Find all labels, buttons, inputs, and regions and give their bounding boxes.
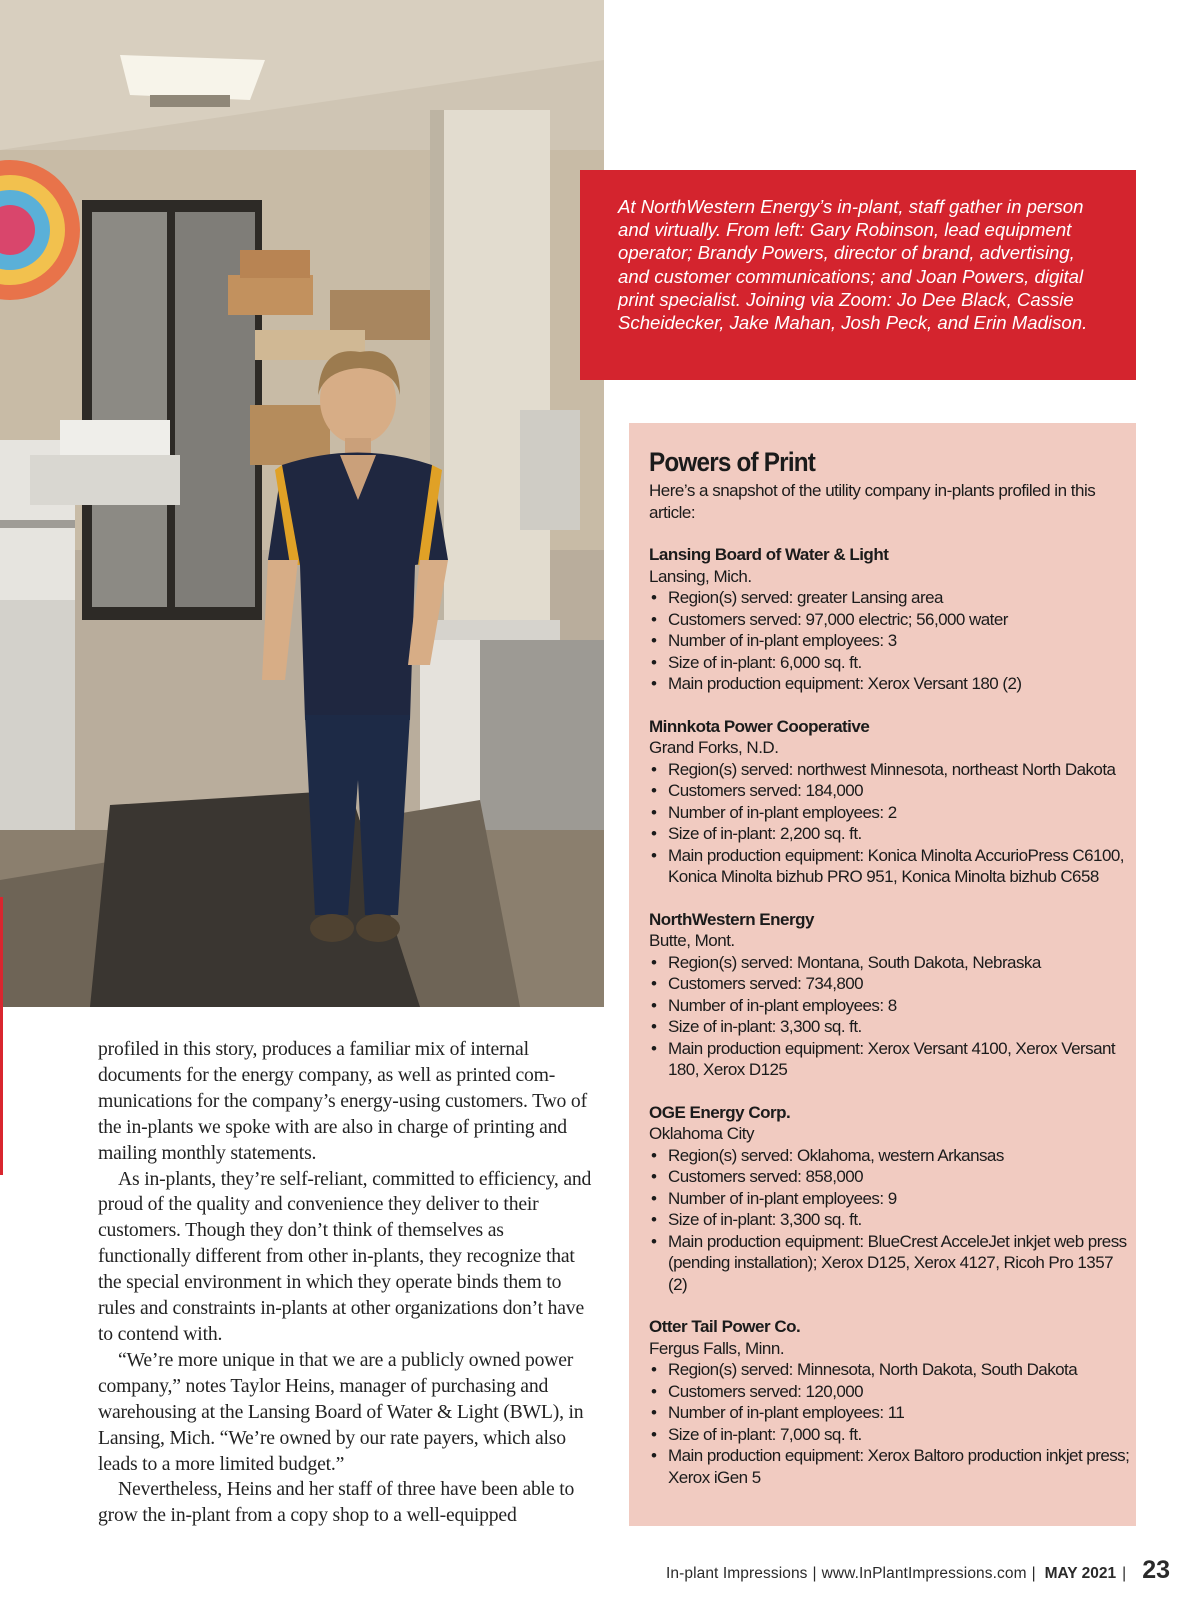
issue-date: MAY 2021: [1044, 1565, 1117, 1582]
publication-website: www.InPlantImpressions.com: [821, 1565, 1027, 1582]
fact-item: • Region(s) served: northwest Minnesota, northeast North Dakota: [649, 759, 1130, 781]
footer-separator: |: [1031, 1565, 1036, 1582]
fact-item: • Customers served: 858,000: [649, 1166, 1130, 1188]
company-location: Oklahoma City: [649, 1124, 754, 1143]
company-name: Minnkota Power Cooperative: [649, 716, 870, 736]
page-edge-accent: [0, 897, 3, 1175]
fact-item: • Number of in-plant employees: 3: [649, 630, 1130, 652]
company-entry: [649, 544, 1124, 695]
fact-item: • Region(s) served: Oklahoma, western Arkansas: [649, 1145, 1130, 1167]
fact-item: • Size of in-plant: 6,000 sq. ft.: [649, 652, 1130, 674]
company-facts: [649, 759, 1124, 888]
footer-separator: |: [1122, 1565, 1127, 1582]
fact-item: • Number of in-plant employees: 9: [649, 1188, 1130, 1210]
company-entry: [649, 716, 1124, 888]
fact-item: • Size of in-plant: 3,300 sq. ft.: [649, 1209, 1130, 1231]
fact-item: • Region(s) served: greater Lansing area: [649, 587, 1130, 609]
company-facts: [649, 1145, 1127, 1296]
footer-separator: |: [812, 1565, 817, 1582]
company-facts: [649, 1359, 1130, 1488]
fact-item: • Region(s) served: Montana, South Dakota, Nebraska: [649, 952, 1130, 974]
body-paragraph: “We’re more unique in that we are a publicly owned power company,” notes Taylor Heins, manager of purchasing and warehousing at the Lansing Board of Water & Light (BWL), in Lansing, Mich. “We’re owned by our rate payers, which also leads to a more limited budget.”: [98, 1348, 584, 1475]
body-paragraph: Nevertheless, Heins and her staff of three have been able to grow the in-plant from a copy shop to a well-equipped: [98, 1478, 575, 1527]
company-facts: [649, 952, 1124, 1081]
company-name: OGE Energy Corp.: [649, 1102, 791, 1122]
feature-photo: [0, 0, 604, 1007]
fact-item: • Main production equipment: Xerox Versant 4100, Xerox Versant 180, Xerox D125: [649, 1038, 1130, 1081]
publication-name: In-plant Impressions: [665, 1565, 808, 1582]
fact-item: • Size of in-plant: 2,200 sq. ft.: [649, 823, 1130, 845]
photo-caption-text: At NorthWestern Energy’s in-plant, staff gather in person and virtually. From left: Gary Robinson, lead equipment operator; Brandy Powers, director of brand, advertising, and customer communications; and Joan Powers, digital print specialist. Joining via Zoom: Jo Dee Black, Cassie Scheidecker, Jake Mahan, Josh Peck, and Erin Madison.: [618, 196, 1088, 334]
page-footer: [666, 1556, 1170, 1585]
photo-caption: [580, 170, 1136, 380]
fact-item: • Size of in-plant: 7,000 sq. ft.: [649, 1424, 1130, 1446]
fact-item: • Number of in-plant employees: 11: [649, 1402, 1130, 1424]
fact-item: • Number of in-plant employees: 2: [649, 802, 1130, 824]
sidebar-title: Powers of Print: [649, 447, 816, 477]
company-entry: [649, 1316, 1130, 1488]
company-location: Fergus Falls, Minn.: [649, 1338, 785, 1358]
fact-item: • Main production equipment: Xerox Versant 180 (2): [649, 673, 1130, 695]
fact-item: • Customers served: 184,000: [649, 780, 1130, 802]
fact-item: • Main production equipment: Xerox Baltoro production inkjet press; Xerox iGen 5: [649, 1445, 1130, 1488]
fact-item: • Main production equipment: Konica Minolta AccurioPress C6100, Konica Minolta bizhub PRO 951, Konica Minolta bizhub C658: [649, 845, 1130, 888]
body-paragraph: profiled in this story, produces a familiar mix of internal documents for the energy company, as well as printed communications for the company’s energy-using customers. Two of the in-plants we spoke with are also in charge of printing and mailing monthly statements.: [98, 1038, 587, 1164]
page-number: 23: [1142, 1556, 1170, 1584]
fact-item: • Customers served: 734,800: [649, 973, 1130, 995]
company-name: NorthWestern Energy: [649, 909, 814, 929]
fact-item: • Size of in-plant: 3,300 sq. ft.: [649, 1016, 1130, 1038]
company-location: Grand Forks, N.D.: [649, 738, 779, 757]
company-facts: [649, 587, 1124, 695]
company-name: Lansing Board of Water & Light: [649, 545, 889, 564]
fact-item: • Main production equipment: BlueCrest AcceleJet inkjet web press (pending installation); Xerox D125, Xerox 4127, Ricoh Pro 1357 (2): [649, 1231, 1130, 1296]
fact-item: • Customers served: 97,000 electric; 56,000 water: [649, 609, 1130, 631]
company-location: Lansing, Mich.: [649, 566, 752, 586]
company-entry: [649, 1102, 1127, 1296]
sidebar-intro: Here’s a snapshot of the utility company in-plants profiled in this article:: [649, 481, 1096, 522]
article-body: [98, 1037, 598, 1529]
company-entry: [649, 909, 1124, 1081]
fact-item: • Region(s) served: Minnesota, North Dakota, South Dakota: [649, 1359, 1130, 1381]
fact-item: • Number of in-plant employees: 8: [649, 995, 1130, 1017]
company-location: Butte, Mont.: [649, 931, 735, 950]
body-paragraph: As in-plants, they’re self-reliant, committed to efficiency, and proud of the quality and convenience they deliver to their customers. Though they don’t think of themselves as functionally different from other in-plants, they recognize that the special environment in which they operate binds them to rules and constraints in-plants at other organizations don’t have to contend with.: [98, 1167, 592, 1345]
company-name: Otter Tail Power Co.: [649, 1317, 801, 1336]
powers-of-print-sidebar: [629, 423, 1136, 1526]
fact-item: • Customers served: 120,000: [649, 1381, 1130, 1403]
